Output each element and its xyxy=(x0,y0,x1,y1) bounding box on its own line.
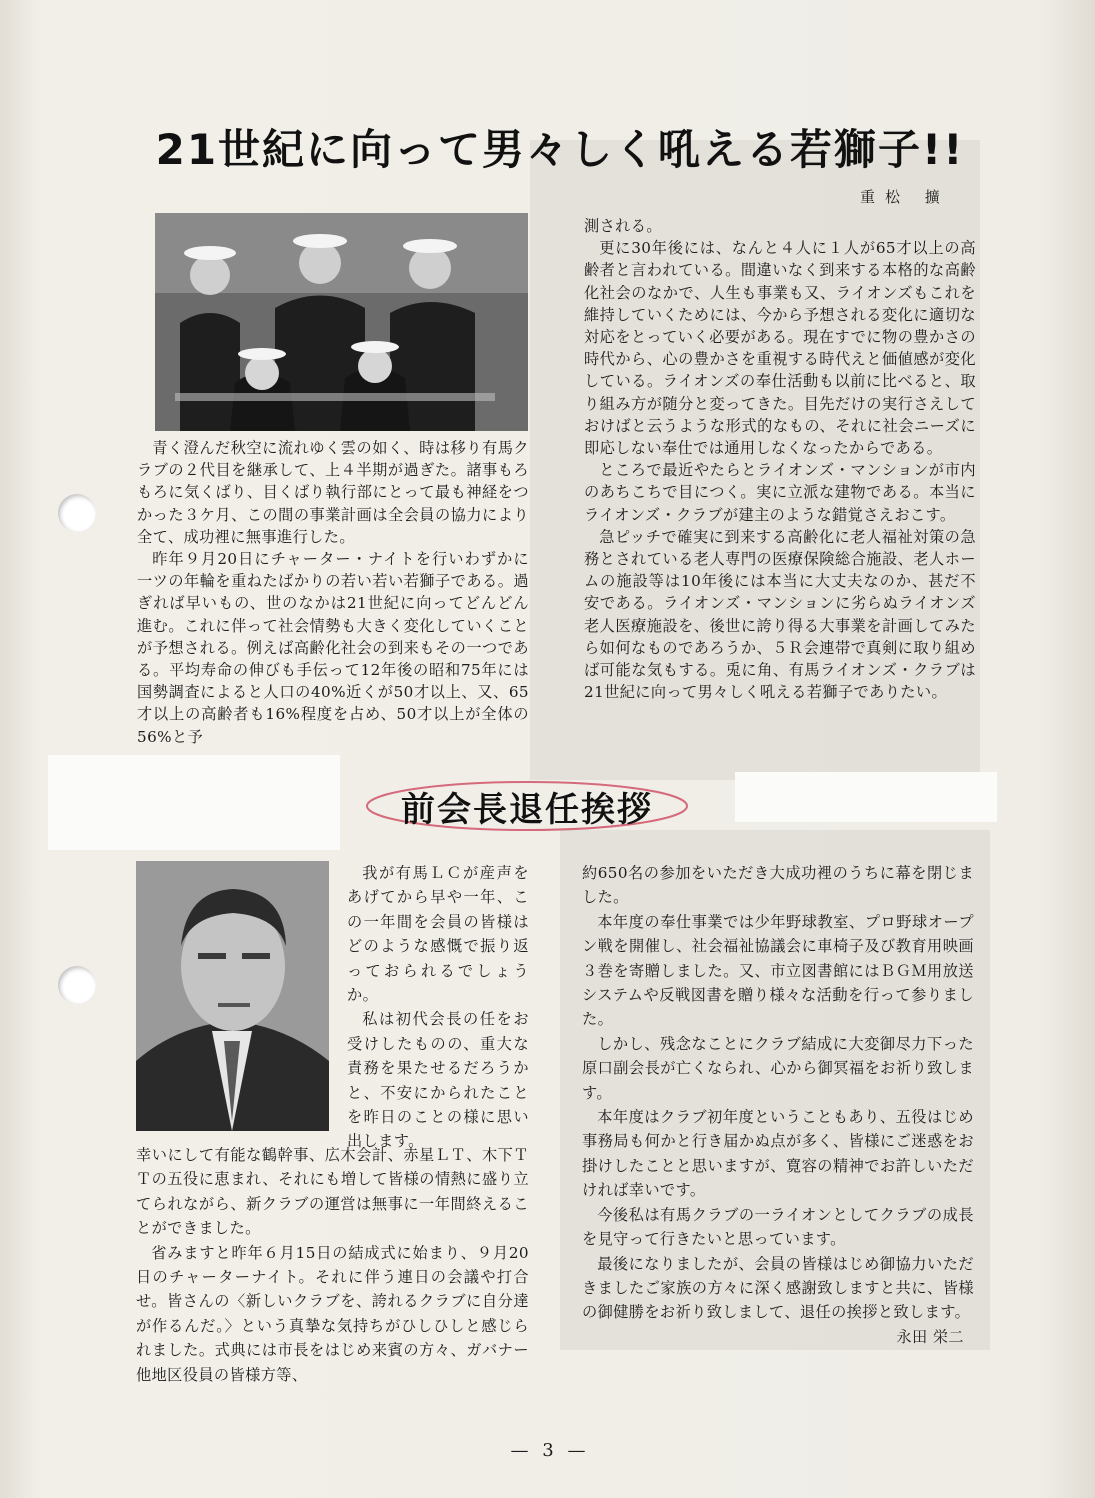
article2-left-paragraph: 幸いにして有能な鶴幹事、広木会計、赤星ＬＴ、木下ＴＴの五役に恵まれ、それにも増して皆様の情熱に盛り立てられながら、新クラブの運営は無事に一年間終えることができました。 xyxy=(136,1146,529,1238)
article1-left-paragraph: 青く澄んだ秋空に流れゆく雲の如く、時は移り有馬クラブの２代目を継承して、上４半期が過ぎた。諸事もろもろに気くばり、目くばり執行部にとって最も神経をつかった３ケ月、この間の事業計画は全会員の協力により全て、成功裡に無事進行した。 xyxy=(137,439,529,546)
article1-left-column xyxy=(137,437,529,748)
article2-title: 前会長退任挨拶 xyxy=(401,789,653,830)
article2-signature: 永田 栄二 xyxy=(896,1327,964,1346)
article2-left-paragraph: 省みますと昨年６月15日の結成式に始まり、９月20日のチャーターナイト。それに伴う連日の会議や打合せ。皆さんの〈新しいクラブを、誇れるクラブに自分達が作るんだ。〉という真摯な気持ちがひしひしと感じられました。式典には市長をはじめ来賓の方々、ガバナー他地区役員の皆様方等、 xyxy=(136,1243,529,1384)
article2-left-paragraph: 私は初代会長の任をお受けしたものの、重大な責務を果たせるだろうかと、不安にかられたことを昨日のことの様に思い出します。 xyxy=(347,1010,529,1151)
blank-area-right xyxy=(735,772,997,822)
portrait-photo xyxy=(136,861,329,1131)
article2-right-paragraph: 本年度の奉仕事業では少年野球教室、プロ野球オープン戦を開催し、社会福祉協議会に車椅子及び教育用映画３巻を寄贈しました。又、市立図書館にはＢＧＭ用放送システムや反戦図書を贈り様々な活動を行って参りました。 xyxy=(582,912,974,1029)
article2-title-box xyxy=(362,778,692,834)
blank-area-left xyxy=(48,755,340,850)
article1-right-paragraph: 更に30年後には、なんと４人に１人が65才以上の高齢者と言われている。間違いなく到来する本格的な高齢化社会のなかで、人生も事業も又、ライオンズもこれを維持していくためには、今から予想される変化に適切な対応をとっていく必要がある。現在すでに物の豊かさの時代から、心の豊かさを重視する時代えと価値感が変化している。ライオンズの奉仕活動も以前に比べると、取り組み方が随分と変ってきた。目先だけの実行さえしておけばと云うような形式的なもの、それに社会ニーズに即応しない奉仕では通用しなくなったからである。 xyxy=(584,239,976,458)
group-photo xyxy=(155,213,528,431)
article2-right-paragraph: 約650名の参加をいただき大成功裡のうちに幕を閉じました。 xyxy=(582,864,974,907)
article1-right-paragraph: 急ピッチで確実に到来する高齢化に老人福祉対策の急務とされている老人専門の医療保険総合施設、老人ホームの施設等は10年後には本当に大丈夫なのか、甚だ不安である。ライオンズ・マンションに劣らぬライオンズ老人医療施設を、後世に誇り得る大事業を計画してみたら如何なものであろうか、５Ｒ会連帯で真剣に取り組めば可能な気もする。兎に角、有馬ライオンズ・クラブは21世紀に向って男々しく吼える若獅子でありたい。 xyxy=(584,527,976,702)
article2-right-paragraph: 最後になりましたが、会員の皆様はじめ御協力いただきましたご家族の方々に深く感謝致しますと共に、皆様の御健勝をお祈り致しまして、退任の挨拶と致します。 xyxy=(582,1254,974,1322)
article2-right-paragraph: 本年度はクラブ初年度ということもあり、五役はじめ事務局も何かと行き届かぬ点が多く、皆様にご迷惑をお掛けしたことと思いますが、寛容の精神でお許しいただければ幸いです。 xyxy=(582,1108,974,1200)
article2-left-paragraph: 我が有馬ＬＣが産声をあげてから早や一年、この一年間を会員の皆様はどのような感慨で振り返っておられるでしょうか。 xyxy=(347,864,529,1005)
article1-author: 重松 擴 xyxy=(860,188,950,206)
article2-right-column xyxy=(582,861,974,1349)
article1-left-paragraph: 昨年９月20日にチャーター・ナイトを行いわずかに一ツの年輪を重ねたばかりの若い若い若獅子である。過ぎれば早いもの、世のなかは21世紀に向ってどんどん進む。これに伴って社会情勢も大きく変化していくことが予想される。例えば高齢化社会の到来もその一つである。平均寿命の伸びも手伝って12年後の昭和75年には国勢調査によると人口の40%近くが50才以上、又、65才以上の高齢者も16%程度を占め、50才以上が全体の56%と予 xyxy=(137,550,529,746)
article2-left-narrow-column xyxy=(347,861,529,1154)
article1-right-paragraph: ところで最近やたらとライオンズ・マンションが市内のあちこちで目につく。実に立派な建物である。本当にライオンズ・クラブが建主のような錯覚さえおこす。 xyxy=(584,461,976,524)
article2-left-wide-column xyxy=(136,1143,529,1387)
article2-right-paragraph: しかし、残念なことにクラブ結成に大変御尽力下った原口副会長が亡くなられ、心から御冥福をお祈り致します。 xyxy=(582,1034,974,1102)
article1-right-column xyxy=(584,215,976,703)
punch-hole-bottom xyxy=(58,966,96,1004)
article1-right-paragraph: 測される。 xyxy=(584,217,662,235)
punch-hole-top xyxy=(58,494,96,532)
page-number: — 3 — xyxy=(510,1440,590,1461)
article2-right-paragraph: 今後私は有馬クラブの一ライオンとしてクラブの成長を見守って行きたいと思っています。 xyxy=(582,1205,974,1249)
article1-title: 21世紀に向って男々しく吼える若獅子!! xyxy=(155,125,965,174)
